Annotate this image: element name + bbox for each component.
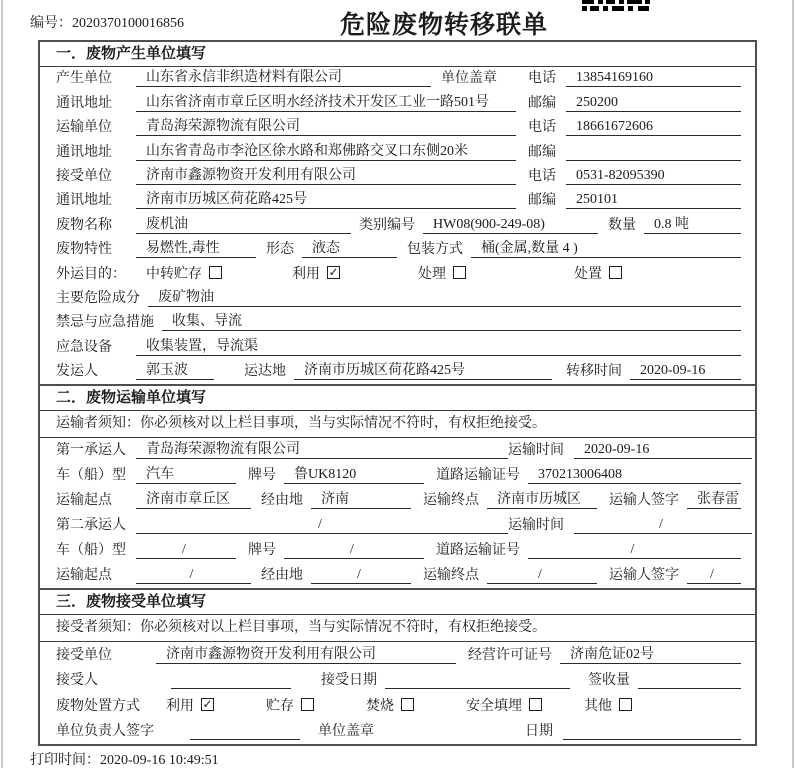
- section-generator: [40, 42, 755, 384]
- producer-zip-value: 250200: [566, 95, 741, 112]
- emergency-measures-label: 禁忌与应急措施: [56, 315, 154, 331]
- serial-label: 编号：: [30, 16, 72, 31]
- zip-label: 邮编: [528, 144, 556, 160]
- producer-zip-group: [528, 92, 741, 112]
- transfer-time-label: 转移时间: [566, 364, 622, 380]
- destination-value: 济南市历城区荷花路425号: [294, 359, 552, 380]
- transfer-time-value: 2020-09-16: [630, 363, 741, 380]
- row-dispatcher: [40, 360, 755, 384]
- phone-label: 电话: [528, 120, 556, 136]
- emergency-equipment-label: 应急设备: [56, 339, 112, 355]
- page-right-edge: [792, 0, 794, 768]
- manifest-table: [38, 40, 757, 746]
- second-carrier-time-group: [508, 514, 752, 534]
- checkbox-reuse: ✓: [202, 697, 213, 712]
- checkbox-treatment: [453, 266, 466, 279]
- print-time-label: 打印时间：: [30, 753, 100, 768]
- route-start-value: /: [136, 567, 251, 584]
- address-label: 通讯地址: [56, 193, 112, 209]
- zip-label: 邮编: [528, 95, 556, 111]
- plate-value: 鲁UK8120: [284, 463, 424, 484]
- category-code-value: HW08(900-249-08): [423, 217, 598, 234]
- plate-label: 牌号: [248, 468, 276, 484]
- first-carrier-value: 青岛海荣源物流有限公司: [136, 438, 508, 459]
- responsible-signature-label: 单位负责人签字: [56, 724, 154, 740]
- row-transport-unit: [40, 116, 755, 140]
- row-disposal-method: [40, 693, 755, 719]
- producer-phone-group: [528, 67, 741, 87]
- option-label: 利用: [292, 266, 320, 282]
- option-label: 利用: [166, 698, 194, 714]
- row-producer-unit: [40, 67, 755, 91]
- receiving-person-value: [171, 688, 291, 689]
- transfer-purpose-label: 外运目的：: [56, 266, 126, 282]
- transport-address-value: 山东省青岛市李沧区徐水路和郑佛路交叉口东侧20米: [136, 140, 516, 161]
- emergency-measures-value: 收集、导流: [162, 310, 741, 331]
- receiver-phone-value: 0531-82095390: [566, 168, 741, 185]
- qr-code-fragment: [582, 0, 650, 12]
- print-time-value: 2020-09-16 10:49:51: [100, 753, 219, 768]
- waste-traits-value: 易燃性,毒性: [136, 237, 256, 258]
- route-end-value: 济南市历城区: [487, 488, 597, 509]
- option-secure-landfill: [466, 695, 542, 715]
- carrier-signature-label: 运输人签字: [609, 493, 679, 509]
- carrier-signature-value: /: [687, 567, 741, 584]
- emergency-equipment-value: 收集装置，导流渠: [136, 335, 741, 356]
- checkbox-secure-landfill: [529, 698, 542, 711]
- receiver-unit-label: 接受单位: [56, 168, 112, 184]
- carrier-signature-value: 张春雷: [687, 488, 741, 509]
- transport-time-value: /: [574, 517, 752, 534]
- row-waste-traits: [40, 238, 755, 262]
- address-label: 通讯地址: [56, 95, 112, 111]
- business-permit-value: 济南危证02号: [560, 643, 741, 664]
- option-disposal: [574, 263, 622, 283]
- receiving-person-label: 接受人: [56, 673, 98, 689]
- transport-unit-value: 青岛海荣源物流有限公司: [136, 115, 516, 136]
- notice-text: 你必须核对以上栏目事项，当与实际情况不符时，有权拒绝接受。: [140, 416, 546, 432]
- quantity-label: 数量: [608, 217, 636, 233]
- responsible-signature-value: [190, 739, 300, 740]
- signed-quantity-label: 签收量: [588, 673, 630, 689]
- vehicle-type-label: 车（船）型: [56, 543, 126, 559]
- carrier-signature-label: 运输人签字: [609, 568, 679, 584]
- transport-time-label: 运输时间: [508, 518, 564, 534]
- route-via-label: 经由地: [261, 568, 303, 584]
- producer-unit-label: 产生单位: [56, 71, 112, 87]
- checkbox-transfer-storage: [209, 266, 222, 279]
- date-label: 日期: [525, 724, 553, 740]
- row-receiver-address: [40, 189, 755, 213]
- phone-label: 电话: [528, 168, 556, 184]
- road-permit-label: 道路运输证号: [436, 468, 520, 484]
- row-waste-name: [40, 213, 755, 237]
- receive-date-value: [385, 688, 570, 689]
- section-generator-heading: 一．废物产生单位填写: [40, 42, 755, 67]
- route-end-label: 运输终点: [423, 568, 479, 584]
- transport-zip-group: [528, 141, 741, 161]
- option-label: 处置: [574, 266, 602, 282]
- transport-zip-value: [566, 160, 741, 161]
- checkbox-reuse: ✓: [328, 265, 339, 280]
- option-label: 焚烧: [366, 698, 394, 714]
- row-first-route: [40, 488, 755, 513]
- phone-label: 电话: [528, 71, 556, 87]
- receiver-address-value: 济南市历城区荷花路425号: [136, 188, 516, 209]
- row-receiving-unit: [40, 642, 755, 668]
- notice-label: 接受者须知：: [56, 620, 140, 636]
- road-permit-label: 道路运输证号: [436, 543, 520, 559]
- row-second-carrier: [40, 513, 755, 538]
- seal-date-group: [525, 720, 741, 740]
- row-first-carrier: [40, 438, 755, 463]
- second-carrier-value: /: [136, 517, 508, 534]
- packaging-value: 桶(金属,数量 4 ): [471, 237, 741, 258]
- road-permit-value: /: [528, 542, 741, 559]
- category-code-label: 类别编号: [359, 217, 415, 233]
- receiver-notice: [40, 615, 755, 642]
- row-responsible-signature: [40, 719, 755, 745]
- receiver-unit-value: 济南市鑫源物资开发利用有限公司: [136, 164, 516, 185]
- transport-phone-value: 18661672606: [566, 119, 741, 136]
- transport-time-label: 运输时间: [508, 443, 564, 459]
- notice-label: 运输者须知：: [56, 416, 140, 432]
- option-label: 处理: [418, 266, 446, 282]
- first-carrier-label: 第一承运人: [56, 443, 126, 459]
- form-value: 液态: [302, 237, 397, 258]
- section-receiver: [40, 588, 755, 744]
- transport-time-value: 2020-09-16: [574, 442, 752, 459]
- notice-text: 你必须核对以上栏目事项，当与实际情况不符时，有权拒绝接受。: [140, 620, 546, 636]
- route-start-label: 运输起点: [56, 493, 112, 509]
- form-label: 形态: [266, 242, 294, 258]
- transporter-notice: [40, 411, 755, 438]
- option-reuse: [292, 263, 340, 283]
- option-treatment: [418, 263, 466, 283]
- row-transfer-purpose: [40, 262, 755, 286]
- checkbox-other: [619, 698, 632, 711]
- route-via-value: 济南: [311, 488, 411, 509]
- option-reuse: [166, 695, 214, 715]
- option-label: 贮存: [266, 698, 294, 714]
- packaging-label: 包装方式: [407, 242, 463, 258]
- waste-name-label: 废物名称: [56, 217, 112, 233]
- transport-phone-group: [528, 116, 741, 136]
- transport-unit-label: 运输单位: [56, 120, 112, 136]
- waste-traits-label: 废物特性: [56, 242, 112, 258]
- page-left-edge: [1, 0, 3, 768]
- row-emergency-equipment: [40, 335, 755, 359]
- plate-label: 牌号: [248, 543, 276, 559]
- signed-quantity-value: [638, 688, 741, 689]
- row-receiver-unit: [40, 165, 755, 189]
- row-producer-address: [40, 91, 755, 115]
- dispatcher-value: 郭玉波: [136, 359, 214, 380]
- receiver-zip-value: 250101: [566, 192, 741, 209]
- route-via-label: 经由地: [261, 493, 303, 509]
- route-end-value: /: [487, 567, 597, 584]
- row-emergency-measures: [40, 311, 755, 335]
- waste-name-value: 废机油: [136, 213, 351, 234]
- route-start-label: 运输起点: [56, 568, 112, 584]
- row-receiving-person: [40, 668, 755, 694]
- producer-phone-value: 13854169160: [566, 70, 741, 87]
- print-time-line: [30, 749, 219, 768]
- row-first-vehicle: [40, 463, 755, 488]
- vehicle-type-label: 车（船）型: [56, 468, 126, 484]
- dispatcher-label: 发运人: [56, 364, 98, 380]
- vehicle-type-value: 汽车: [136, 463, 236, 484]
- serial-number: 2020370100016856: [72, 16, 184, 31]
- option-incineration: [366, 695, 414, 715]
- producer-unit-value: 山东省永信非织造材料有限公司: [136, 66, 431, 87]
- business-permit-label: 经营许可证号: [468, 647, 552, 663]
- second-carrier-label: 第二承运人: [56, 518, 126, 534]
- first-carrier-time-group: [508, 439, 752, 459]
- document-title: 危险废物转移联单: [339, 12, 548, 39]
- row-hazard-components: [40, 287, 755, 311]
- zip-label: 邮编: [528, 193, 556, 209]
- checkbox-disposal: [609, 266, 622, 279]
- section-transporter-heading: 二．废物运输单位填写: [40, 386, 755, 411]
- address-label: 通讯地址: [56, 144, 112, 160]
- producer-address-value: 山东省济南市章丘区明水经济技术开发区工业一路501号: [136, 91, 516, 112]
- checkbox-incineration: [401, 698, 414, 711]
- row-second-route: [40, 563, 755, 588]
- quantity-value: 0.8 吨: [644, 213, 741, 234]
- option-other: [584, 695, 632, 715]
- option-transfer-storage: [146, 263, 222, 283]
- route-start-value: 济南市章丘区: [136, 488, 251, 509]
- option-label: 其他: [584, 698, 612, 714]
- option-label: 中转贮存: [146, 266, 202, 282]
- hazard-components-value: 废矿物油: [148, 286, 741, 307]
- checkbox-storage: [301, 698, 314, 711]
- row-transport-address: [40, 140, 755, 164]
- receive-date-label: 接受日期: [321, 673, 377, 689]
- date-value: [563, 739, 741, 740]
- disposal-method-label: 废物处置方式: [56, 698, 140, 714]
- vehicle-type-value: /: [136, 542, 236, 559]
- destination-label: 运达地: [244, 364, 286, 380]
- unit-seal-label: 单位盖章: [441, 71, 497, 87]
- receiving-unit-label: 接受单位: [56, 647, 112, 663]
- row-second-vehicle: [40, 538, 755, 563]
- option-label: 安全填埋: [466, 698, 522, 714]
- hazard-components-label: 主要危险成分: [56, 290, 140, 306]
- route-via-value: /: [311, 567, 411, 584]
- road-permit-value: 370213006408: [528, 467, 741, 484]
- option-storage: [266, 695, 314, 715]
- receiving-unit-value: 济南市鑫源物资开发利用有限公司: [156, 643, 456, 664]
- section-transporter: [40, 384, 755, 588]
- route-end-label: 运输终点: [423, 493, 479, 509]
- receiver-phone-group: [528, 165, 741, 185]
- receiver-zip-group: [528, 189, 741, 209]
- plate-value: /: [284, 542, 424, 559]
- section-receiver-heading: 三．废物接受单位填写: [40, 590, 755, 615]
- unit-seal-label: 单位盖章: [318, 724, 374, 740]
